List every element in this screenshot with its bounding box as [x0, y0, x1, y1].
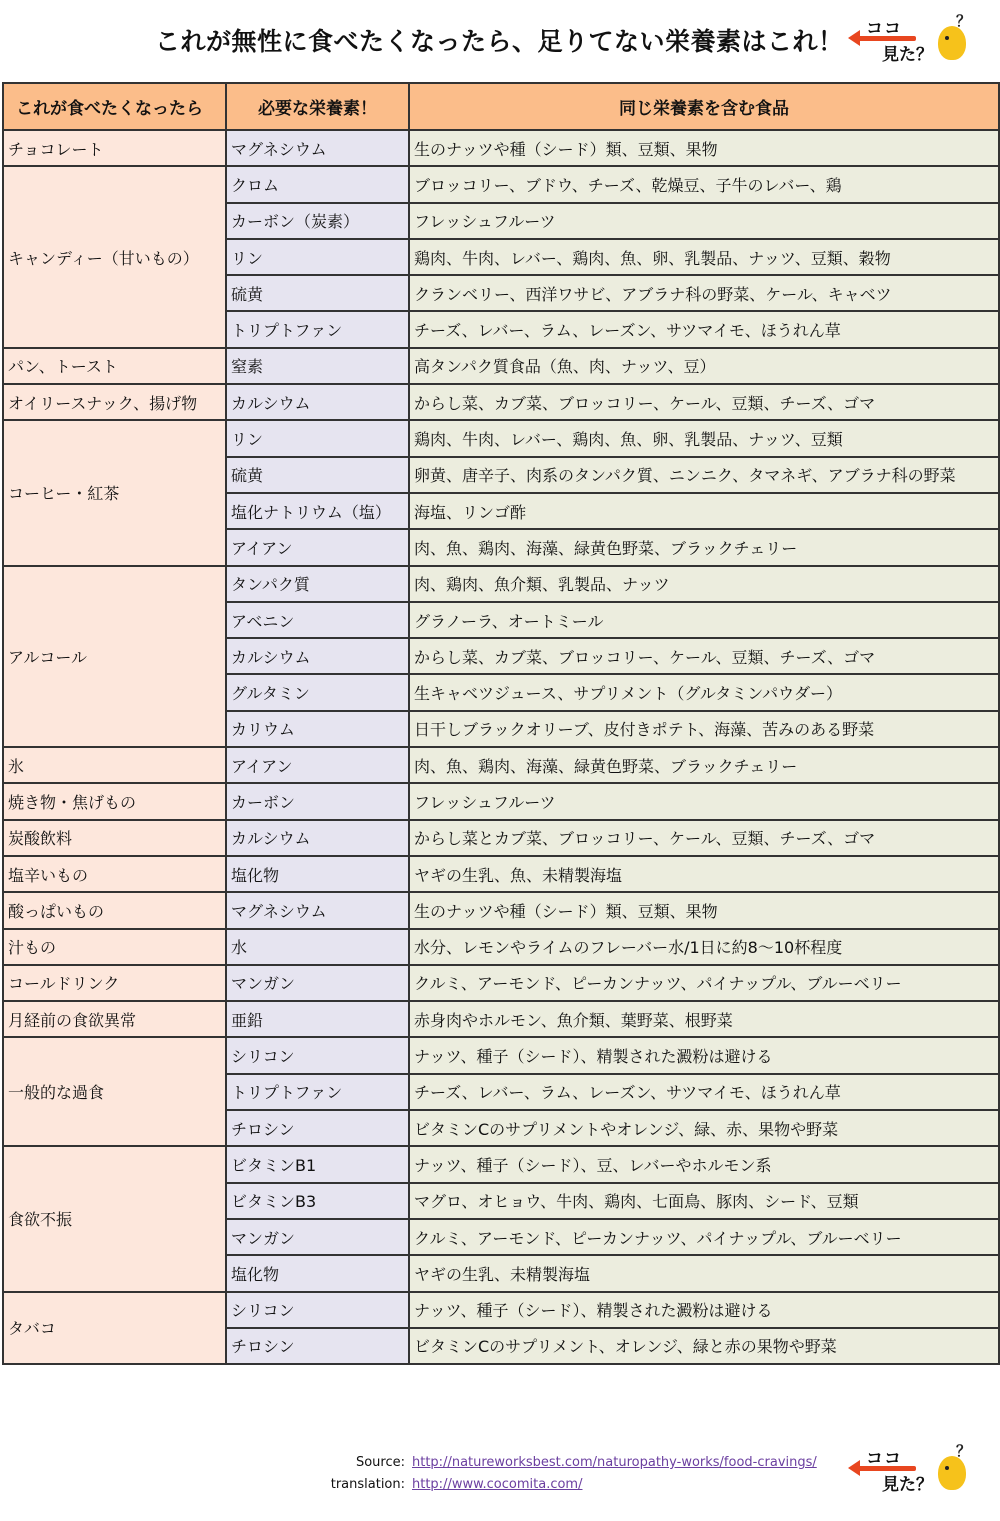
table-row	[3, 965, 999, 1001]
nutrient-cell: グルタミン	[226, 674, 409, 710]
nutrient-cell: カルシウム	[226, 820, 409, 856]
footer	[0, 1442, 1000, 1510]
header-foods: 同じ栄養素を含む食品	[409, 83, 999, 130]
table-row	[3, 384, 999, 420]
table-row	[3, 892, 999, 928]
table-row	[3, 747, 999, 783]
cocomita-logo[interactable]	[848, 14, 998, 68]
foods-cell: クルミ、アーモンド、ピーカンナッツ、パイナップル、ブルーベリー	[409, 965, 999, 1001]
cocomita-logo-footer[interactable]	[848, 1444, 998, 1498]
foods-cell: 生のナッツや種（シード）類、豆類、果物	[409, 130, 999, 166]
logo-text-top: ココ	[866, 1449, 902, 1469]
foods-cell: 肉、魚、鶏肉、海藻、緑黄色野菜、ブラックチェリー	[409, 529, 999, 565]
foods-cell: マグロ、オヒョウ、牛肉、鶏肉、七面鳥、豚肉、シード、豆類	[409, 1183, 999, 1219]
craving-cell: 炭酸飲料	[3, 820, 226, 856]
page-title: これが無性に食べたくなったら、足りてない栄養素はこれ！	[155, 27, 844, 56]
chick-icon	[938, 1456, 966, 1490]
nutrient-cell: カルシウム	[226, 638, 409, 674]
foods-cell: フレッシュフルーツ	[409, 203, 999, 239]
nutrient-cell: 塩化ナトリウム（塩）	[226, 493, 409, 529]
table-row	[3, 566, 999, 602]
craving-cell: 塩辛いもの	[3, 856, 226, 892]
foods-cell: ナッツ、種子（シード）、精製された澱粉は避ける	[409, 1037, 999, 1073]
foods-cell: クランベリー、西洋ワサビ、アブラナ科の野菜、ケール、キャベツ	[409, 275, 999, 311]
craving-cell: 一般的な過食	[3, 1037, 226, 1146]
logo-text-bottom: 見た？	[882, 45, 933, 65]
foods-cell: 肉、魚、鶏肉、海藻、緑黄色野菜、ブラックチェリー	[409, 747, 999, 783]
nutrient-cell: シリコン	[226, 1292, 409, 1328]
table-row	[3, 783, 999, 819]
table-row	[3, 166, 999, 202]
table-row	[3, 348, 999, 384]
foods-cell: 肉、鶏肉、魚介類、乳製品、ナッツ	[409, 566, 999, 602]
foods-cell: ヤギの生乳、魚、未精製海塩	[409, 856, 999, 892]
table-row	[3, 929, 999, 965]
foods-cell: クルミ、アーモンド、ピーカンナッツ、パイナップル、ブルーベリー	[409, 1219, 999, 1255]
table-row	[3, 1292, 999, 1328]
question-mark-icon: ？	[956, 1442, 972, 1460]
table-row	[3, 420, 999, 456]
craving-cell: パン、トースト	[3, 348, 226, 384]
nutrient-cell: カーボン（炭素）	[226, 203, 409, 239]
craving-cell: キャンディー（甘いもの）	[3, 166, 226, 347]
craving-cell: タバコ	[3, 1292, 226, 1365]
craving-cell: 焼き物・焦げもの	[3, 783, 226, 819]
nutrient-cell: 水	[226, 929, 409, 965]
nutrient-cell: チロシン	[226, 1110, 409, 1146]
nutrient-cell: カーボン	[226, 783, 409, 819]
nutrient-cell: トリプトファン	[226, 1074, 409, 1110]
table-row	[3, 856, 999, 892]
nutrient-cell: 硫黄	[226, 457, 409, 493]
craving-cell: コールドリンク	[3, 965, 226, 1001]
foods-cell: ビタミンCのサプリメントやオレンジ、緑、赤、果物や野菜	[409, 1110, 999, 1146]
table-row	[3, 820, 999, 856]
nutrient-cell: マグネシウム	[226, 892, 409, 928]
craving-cell: 氷	[3, 747, 226, 783]
nutrient-cell: シリコン	[226, 1037, 409, 1073]
header-craving: これが食べたくなったら	[3, 83, 226, 130]
foods-cell: からし菜、カブ菜、ブロッコリー、ケール、豆類、チーズ、ゴマ	[409, 384, 999, 420]
foods-cell: ヤギの生乳、未精製海塩	[409, 1255, 999, 1291]
foods-cell: 生キャベツジュース、サプリメント（グルタミンパウダー）	[409, 674, 999, 710]
foods-cell: 海塩、リンゴ酢	[409, 493, 999, 529]
foods-cell: からし菜とカブ菜、ブロッコリー、ケール、豆類、チーズ、ゴマ	[409, 820, 999, 856]
foods-cell: 日干しブラックオリーブ、皮付きポテト、海藻、苦みのある野菜	[409, 711, 999, 747]
foods-cell: フレッシュフルーツ	[409, 783, 999, 819]
translation-label: translation:	[330, 1477, 405, 1492]
nutrient-cell: 塩化物	[226, 1255, 409, 1291]
table-body	[3, 130, 999, 1364]
foods-cell: 水分、レモンやライムのフレーバー水/1日に約8〜10杯程度	[409, 929, 999, 965]
translation-link[interactable]: http://www.cocomita.com/	[412, 1477, 583, 1492]
nutrient-cell: 硫黄	[226, 275, 409, 311]
source-link[interactable]: http://natureworksbest.com/naturopathy-works/food-cravings/	[412, 1455, 817, 1470]
foods-cell: 鶏肉、牛肉、レバー、鶏肉、魚、卵、乳製品、ナッツ、豆類	[409, 420, 999, 456]
craving-cell: チョコレート	[3, 130, 226, 166]
foods-cell: チーズ、レバー、ラム、レーズン、サツマイモ、ほうれん草	[409, 311, 999, 347]
nutrient-cell: アイアン	[226, 747, 409, 783]
foods-cell: からし菜、カブ菜、ブロッコリー、ケール、豆類、チーズ、ゴマ	[409, 638, 999, 674]
craving-cell: 酸っぱいもの	[3, 892, 226, 928]
nutrient-cell: 亜鉛	[226, 1001, 409, 1037]
craving-cell: 汁もの	[3, 929, 226, 965]
nutrient-table-container	[2, 82, 998, 1365]
nutrient-cell: リン	[226, 420, 409, 456]
craving-cell: 月経前の食欲異常	[3, 1001, 226, 1037]
foods-cell: 高タンパク質食品（魚、肉、ナッツ、豆）	[409, 348, 999, 384]
foods-cell: 生のナッツや種（シード）類、豆類、果物	[409, 892, 999, 928]
source-label: Source:	[355, 1455, 405, 1470]
nutrient-cell: トリプトファン	[226, 311, 409, 347]
foods-cell: グラノーラ、オートミール	[409, 602, 999, 638]
table-row	[3, 1001, 999, 1037]
nutrient-cell: ビタミンB1	[226, 1146, 409, 1182]
nutrient-cell: マンガン	[226, 1219, 409, 1255]
table-row	[3, 1146, 999, 1182]
question-mark-icon: ？	[956, 12, 972, 30]
foods-cell: 赤身肉やホルモン、魚介類、葉野菜、根野菜	[409, 1001, 999, 1037]
nutrient-cell: ビタミンB3	[226, 1183, 409, 1219]
craving-cell: アルコール	[3, 566, 226, 747]
nutrient-cell: クロム	[226, 166, 409, 202]
nutrient-table	[2, 82, 1000, 1365]
nutrient-cell: 窒素	[226, 348, 409, 384]
nutrient-cell: マンガン	[226, 965, 409, 1001]
table-row	[3, 130, 999, 166]
foods-cell: ナッツ、種子（シード）、精製された澱粉は避ける	[409, 1292, 999, 1328]
chick-icon	[938, 26, 966, 60]
logo-text-top: ココ	[866, 19, 902, 39]
craving-cell: オイリースナック、揚げ物	[3, 384, 226, 420]
nutrient-cell: カリウム	[226, 711, 409, 747]
nutrient-cell: マグネシウム	[226, 130, 409, 166]
nutrient-cell: アイアン	[226, 529, 409, 565]
craving-cell: コーヒー・紅茶	[3, 420, 226, 565]
foods-cell: 鶏肉、牛肉、レバー、鶏肉、魚、卵、乳製品、ナッツ、豆類、穀物	[409, 239, 999, 275]
nutrient-cell: タンパク質	[226, 566, 409, 602]
page-header	[0, 14, 1000, 70]
nutrient-cell: アベニン	[226, 602, 409, 638]
foods-cell: ブロッコリー、ブドウ、チーズ、乾燥豆、子牛のレバー、鶏	[409, 166, 999, 202]
header-nutrient: 必要な栄養素！	[226, 83, 409, 130]
table-header-row	[3, 83, 999, 130]
nutrient-cell: カルシウム	[226, 384, 409, 420]
foods-cell: チーズ、レバー、ラム、レーズン、サツマイモ、ほうれん草	[409, 1074, 999, 1110]
craving-cell: 食欲不振	[3, 1146, 226, 1291]
foods-cell: ビタミンCのサプリメント、オレンジ、緑と赤の果物や野菜	[409, 1328, 999, 1364]
nutrient-cell: チロシン	[226, 1328, 409, 1364]
logo-text-bottom: 見た？	[882, 1475, 933, 1495]
foods-cell: ナッツ、種子（シード）、豆、レバーやホルモン系	[409, 1146, 999, 1182]
nutrient-cell: リン	[226, 239, 409, 275]
foods-cell: 卵黄、唐辛子、肉系のタンパク質、ニンニク、タマネギ、アブラナ科の野菜	[409, 457, 999, 493]
nutrient-cell: 塩化物	[226, 856, 409, 892]
table-row	[3, 1037, 999, 1073]
